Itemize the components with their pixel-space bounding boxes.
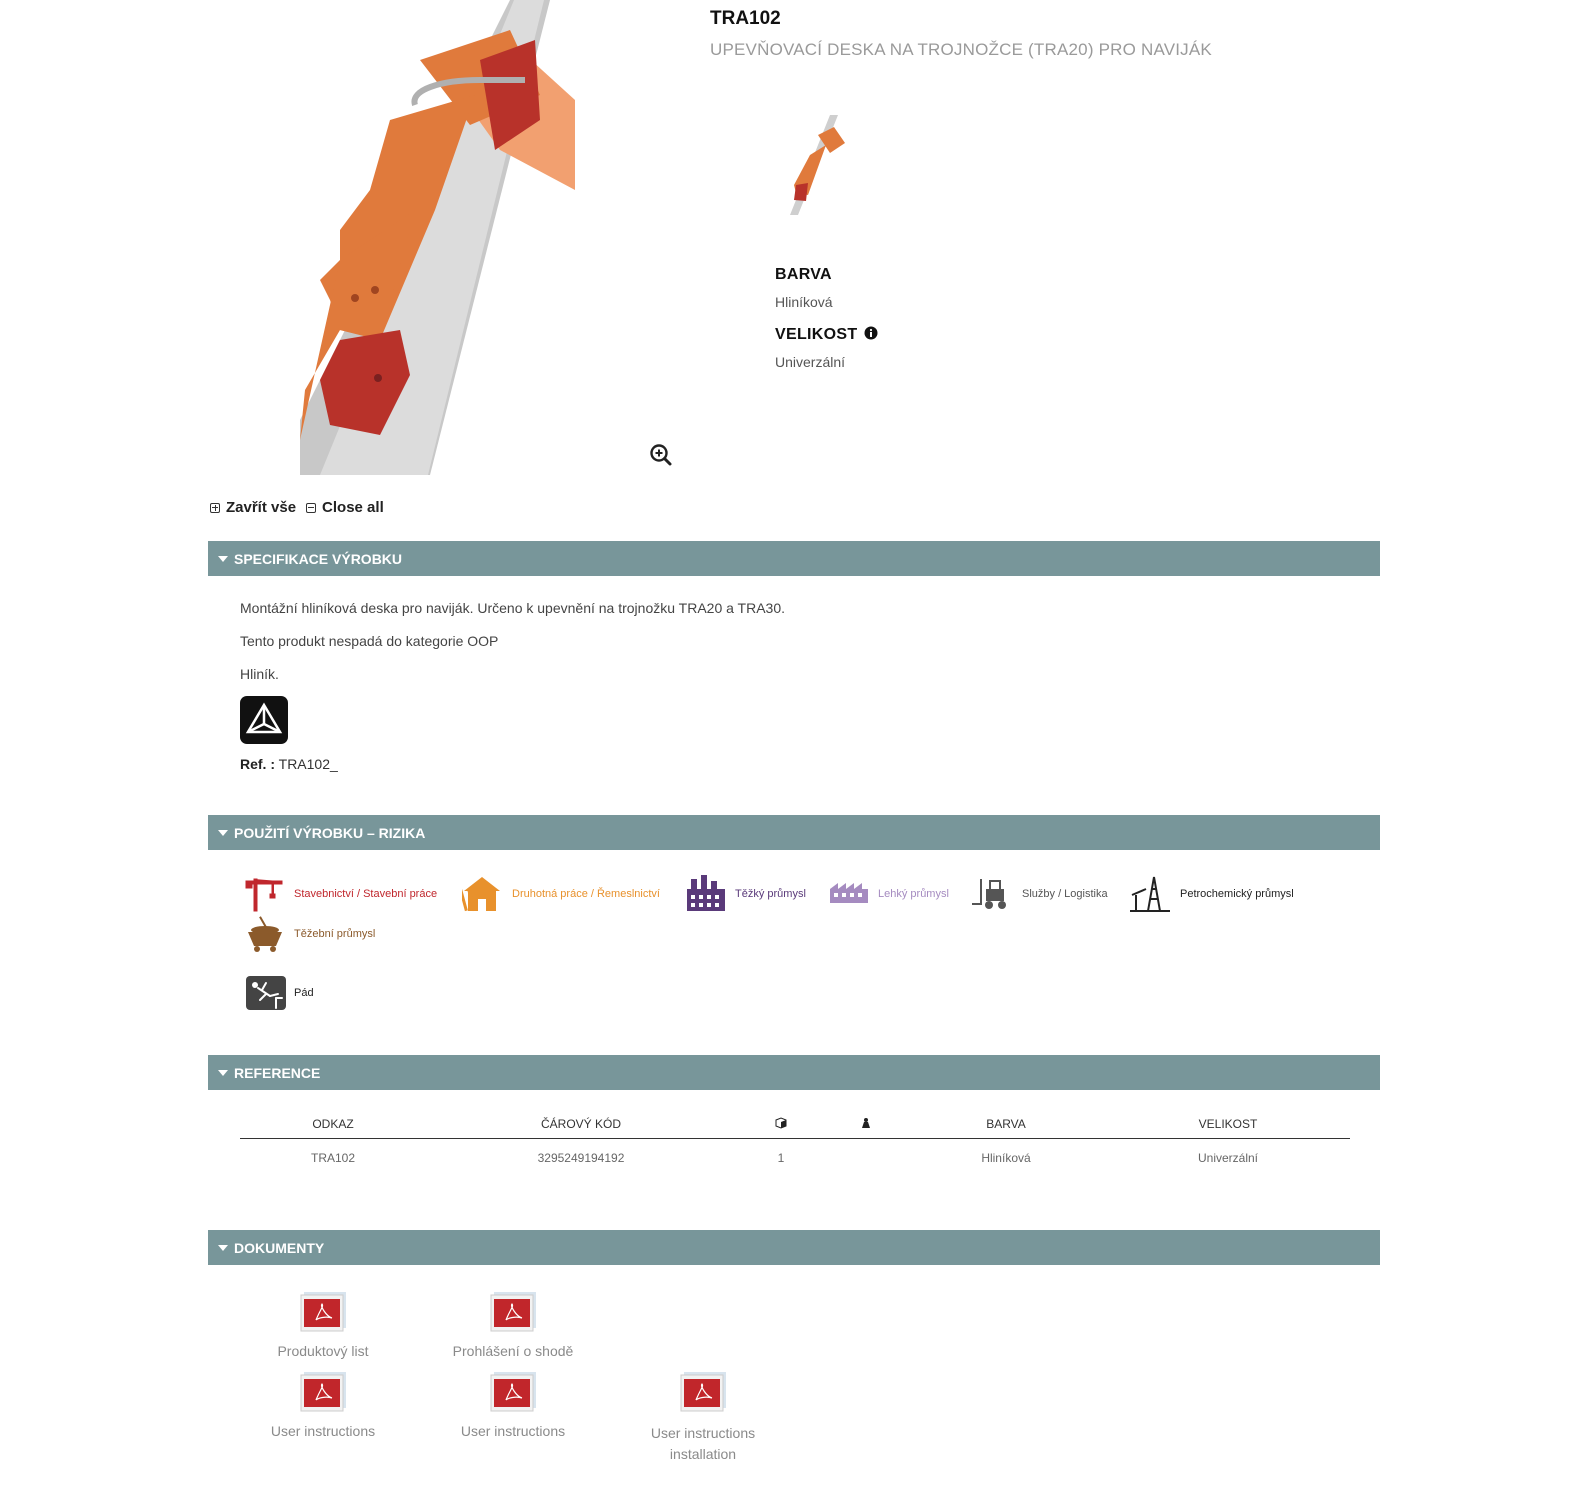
cell-ref: TRA102	[310, 1151, 356, 1165]
sector-crafts[interactable]	[462, 875, 660, 913]
ref-line	[240, 756, 338, 772]
ref-value: TRA102_	[278, 756, 338, 772]
sector-mining[interactable]	[244, 914, 375, 954]
product-standard-logo	[240, 696, 288, 744]
sector-label: Petrochemický průmysl	[1180, 888, 1294, 900]
color-label: BARVA	[775, 266, 832, 283]
document-product-sheet[interactable]	[258, 1292, 388, 1359]
pdf-icon	[298, 1372, 348, 1414]
info-icon[interactable]	[864, 326, 878, 340]
header-box-icon	[736, 1117, 826, 1132]
cell-barcode: 3295249194192	[537, 1151, 625, 1165]
caret-down-icon	[218, 830, 228, 836]
cell-pack-qty: 1	[777, 1151, 785, 1165]
caret-down-icon	[218, 556, 228, 562]
pdf-icon	[488, 1292, 538, 1334]
sector-label: Lehký průmysl	[878, 888, 949, 900]
document-label: User instructions	[270, 1423, 376, 1439]
section-title-documents: DOKUMENTY	[234, 1239, 325, 1256]
sector-label: Služby / Logistika	[1022, 888, 1108, 900]
header-barcode: ČÁROVÝ KÓD	[540, 1117, 621, 1131]
minus-square-icon	[306, 503, 316, 513]
section-header-specs[interactable]	[208, 541, 1380, 576]
document-label: User instructions	[460, 1423, 566, 1439]
document-declaration[interactable]	[448, 1292, 578, 1359]
plus-square-icon	[210, 503, 220, 513]
cell-color: Hliníková	[981, 1151, 1031, 1165]
sector-light-industry[interactable]	[828, 875, 949, 913]
table-row	[240, 1139, 1350, 1177]
sector-construction[interactable]	[244, 875, 437, 913]
sector-logistics[interactable]	[972, 875, 1108, 913]
toggle-bar	[210, 499, 384, 516]
risk-fall[interactable]	[246, 976, 314, 1010]
product-thumbnail[interactable]	[790, 115, 855, 215]
oil-derrick-icon	[1130, 875, 1172, 913]
section-title-reference: REFERENCE	[234, 1064, 321, 1081]
crane-icon	[244, 875, 286, 913]
pdf-icon	[298, 1292, 348, 1334]
close-all-label: Close all	[322, 499, 384, 516]
document-user-instructions-installation[interactable]	[638, 1372, 768, 1465]
cell-size: Univerzální	[1197, 1151, 1259, 1165]
sector-label: Druhotná práce / Řemeslnictví	[512, 888, 660, 900]
section-header-usage[interactable]	[208, 815, 1380, 850]
box-icon	[775, 1117, 787, 1129]
spec-category-note: Tento produkt nespadá do kategorie OOP	[240, 633, 499, 649]
header-weight-icon	[826, 1117, 906, 1132]
color-value: Hliníková	[775, 294, 833, 310]
heavy-factory-icon	[685, 875, 727, 913]
spec-description: Montážní hliníková deska pro naviják. Určeno k upevnění na trojnožku TRA20 a TRA30.	[240, 600, 786, 616]
size-heading	[775, 326, 878, 344]
size-value: Univerzální	[775, 354, 846, 370]
pdf-icon	[678, 1372, 728, 1414]
spec-material: Hliník.	[240, 666, 279, 682]
caret-down-icon	[218, 1070, 228, 1076]
section-header-documents[interactable]	[208, 1230, 1380, 1265]
document-label: User instructions installation	[650, 1425, 756, 1462]
risk-label: Pád	[294, 987, 314, 999]
section-title-specs: SPECIFIKACE VÝROBKU	[234, 550, 403, 567]
table-header-row	[240, 1110, 1350, 1139]
mine-cart-icon	[244, 914, 286, 954]
sector-heavy-industry[interactable]	[685, 875, 806, 913]
fall-risk-icon	[246, 976, 286, 1010]
section-title-usage: POUŽITÍ VÝROBKU – RIZIKA	[234, 824, 426, 841]
document-user-instructions-2[interactable]	[448, 1372, 578, 1439]
section-header-reference[interactable]	[208, 1055, 1380, 1090]
product-code: TRA102	[710, 8, 781, 29]
header-size: VELIKOST	[1198, 1117, 1258, 1131]
document-label: Prohlášení o shodě	[452, 1343, 574, 1359]
house-icon	[462, 875, 504, 913]
expand-all-label: Zavřít vše	[226, 499, 297, 516]
document-label: Produktový list	[277, 1343, 369, 1359]
forklift-icon	[972, 875, 1014, 913]
ref-label: Ref. :	[240, 756, 275, 772]
expand-all-button[interactable]	[210, 499, 296, 516]
size-label: VELIKOST	[775, 326, 858, 343]
close-all-button[interactable]	[306, 499, 384, 516]
product-title: UPEVŇOVACÍ DESKA NA TROJNOŽCE (TRA20) PRO NAVIJÁK	[710, 40, 1212, 59]
header-color: BARVA	[986, 1117, 1026, 1131]
sector-label: Stavebnictví / Stavební práce	[294, 888, 438, 900]
reference-table	[240, 1110, 1350, 1177]
sector-label: Těžký průmysl	[735, 888, 806, 900]
sector-label: Těžební průmysl	[294, 928, 376, 940]
product-image	[300, 0, 590, 475]
header-ref: ODKAZ	[312, 1117, 354, 1131]
zoom-icon[interactable]	[648, 442, 674, 468]
document-user-instructions-1[interactable]	[258, 1372, 388, 1439]
weight-icon	[860, 1117, 872, 1129]
caret-down-icon	[218, 1245, 228, 1251]
light-factory-icon	[828, 875, 870, 913]
sector-petrochemical[interactable]	[1130, 875, 1294, 913]
pdf-icon	[488, 1372, 538, 1414]
